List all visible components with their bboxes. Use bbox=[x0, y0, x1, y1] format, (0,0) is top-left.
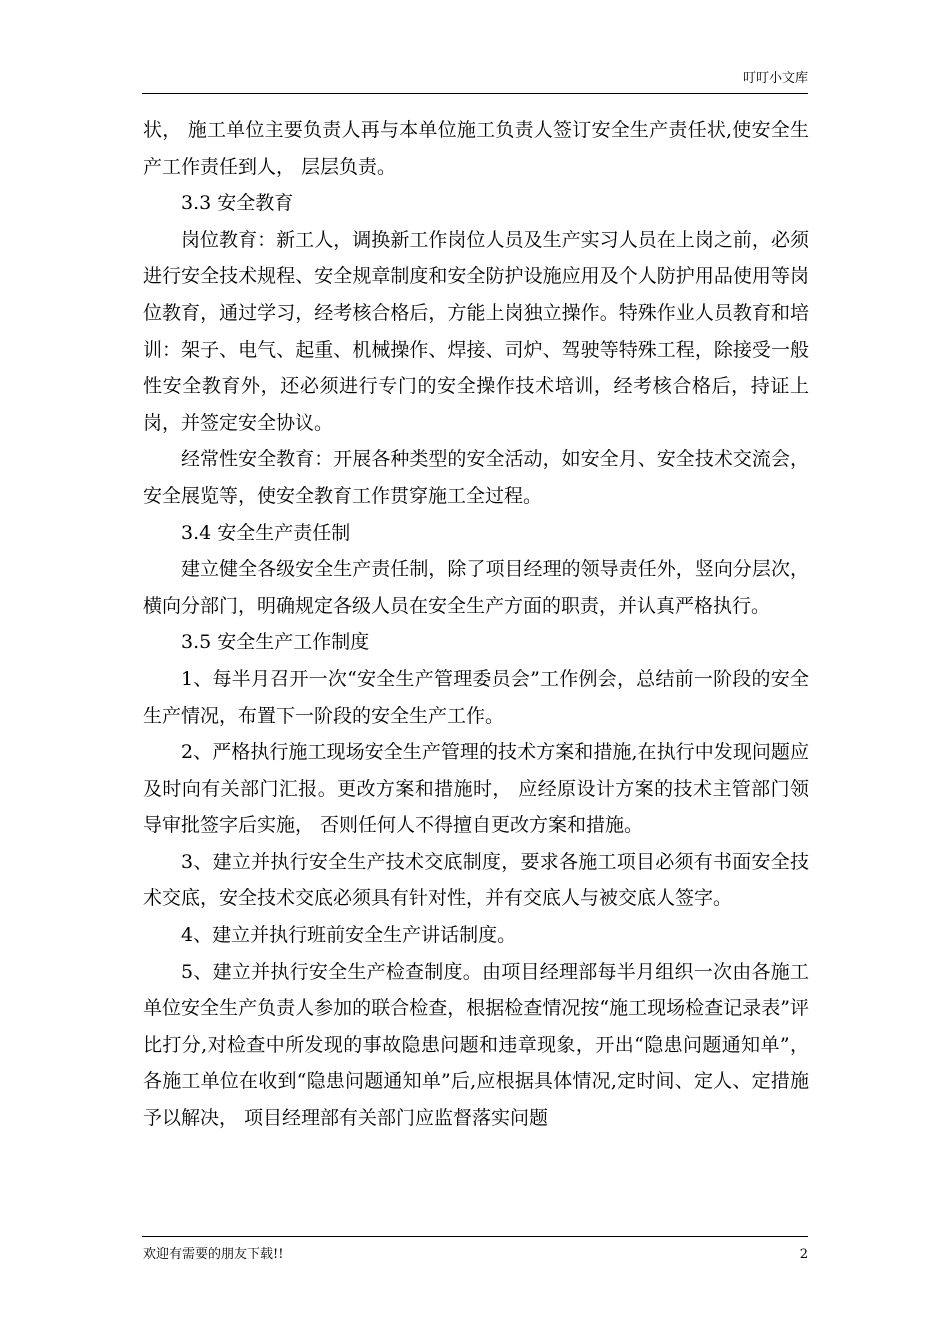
paragraph-continuation: 状， 施工单位主要负责人再与本单位施工负责人签订安全生产责任状,使安全生产工作责任到人， 层层负责。 bbox=[143, 119, 809, 178]
section-heading-3-4: 3.4 安全生产责任制 bbox=[181, 521, 351, 544]
paragraph-item-2: 2、严格执行施工现场安全生产管理的技术方案和措施,在执行中发现问题应及时向有关部门汇报。更改方案和措施时， 应经原设计方案的技术主管部门领导审批签字后实施， 否则任何人不得擅自更改方案和措施。 bbox=[143, 741, 809, 837]
paragraph-item-5: 5、建立并执行安全生产检查制度。由项目经理部每半月组织一次由各施工单位安全生产负责人参加的联合检查，根据检查情况按“施工现场检查记录表”评比打分,对检查中所发现的事故隐患问题和违章现象，开出“隐患问题通知单”，各施工单位在收到“隐患问题通知单”后,应根据具体情况,定时间、定人、定措施予以解决， 项目经理部有关部门应监督落实问题 bbox=[143, 960, 809, 1130]
header-site-name: 叮叮小文库 bbox=[742, 71, 808, 86]
page-number: 2 bbox=[799, 1247, 808, 1262]
footer-note: 欢迎有需要的朋友下载!! bbox=[143, 1247, 284, 1262]
footer-divider bbox=[142, 1236, 808, 1237]
section-heading-3-3: 3.3 安全教育 bbox=[181, 192, 294, 215]
paragraph-job-education: 岗位教育：新工人，调换新工作岗位人员及生产实习人员在上岗之前，必须进行安全技术规程、安全规章制度和安全防护设施应用及个人防护用品使用等岗位教育，通过学习，经考核合格后，方能上岗独立操作。特殊作业人员教育和培训：架子、电气、起重、机械操作、焊接、司炉、驾驶等特殊工程，除接受一般性安全教育外，还必须进行专门的安全操作技术培训，经考核合格后，持证上岗，并签定安全协议。 bbox=[143, 228, 809, 434]
paragraph-item-1: 1、每半月召开一次“安全生产管理委员会”工作例会，总结前一阶段的安全生产情况，布置下一阶段的安全生产工作。 bbox=[143, 667, 809, 727]
section-heading-3-5: 3.5 安全生产工作制度 bbox=[181, 631, 370, 654]
paragraph-item-3: 3、建立并执行安全生产技术交底制度，要求各施工项目必须有书面安全技术交底，安全技术交底必须具有针对性，并有交底人与被交底人签字。 bbox=[143, 850, 809, 910]
document-body bbox=[143, 112, 809, 1137]
paragraph-responsibility-system: 建立健全各级安全生产责任制，除了项目经理的领导责任外，竖向分层次，横向分部门，明确规定各级人员在安全生产方面的职责，并认真严格执行。 bbox=[143, 558, 809, 617]
header-divider bbox=[142, 93, 808, 94]
paragraph-item-4: 4、建立并执行班前安全生产讲话制度。 bbox=[181, 924, 517, 947]
paragraph-regular-education: 经常性安全教育：开展各种类型的安全活动，如安全月、安全技术交流会，安全展览等，使安全教育工作贯穿施工全过程。 bbox=[143, 448, 809, 507]
